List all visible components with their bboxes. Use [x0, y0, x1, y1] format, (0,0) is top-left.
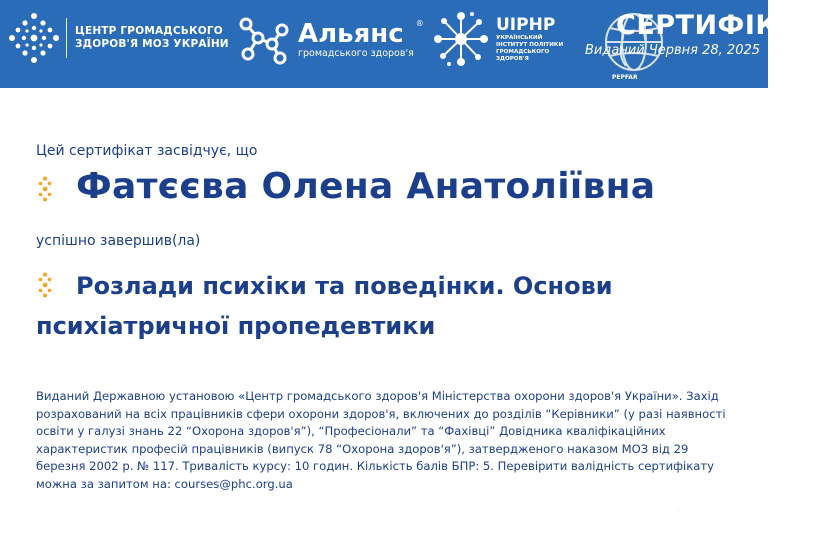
completed-text: успішно завершив(ла) [36, 233, 201, 249]
uiphp-logo [432, 10, 574, 68]
alliance-logo-name: Альянс [298, 19, 404, 49]
recipient-name: Фатєєва Олена Анатоліївна [76, 166, 656, 207]
uiphp-logo-tagline: УКРАЇНСЬКИЙ ІНСТИТУТ ПОЛІТИКИ ГРОМАДСЬКОГО ЗДОРОВ'Я [496, 34, 564, 62]
phc-dots-icon [8, 12, 60, 64]
uiphp-logo-text [496, 16, 574, 63]
registered-mark-icon: ® [415, 19, 424, 28]
certificate-title: СЕРТИФІКАТ [616, 10, 818, 41]
uiphp-network-icon [432, 10, 490, 68]
issued-date: Виданий Червня 28, 2025 [585, 43, 761, 58]
certificate-details: Виданий Державною установою «Центр громадського здоров'я Міністерства охорони здоров'я України». Захід розрахований на всіх працівників сфери охорони здоров'я, включених до розділів “Керівники” (у разі наявності освіти у галузі знань 22 “Охорона здоров'я”), “Професіонали” та “Фахівці” Довідника кваліфікаційних характеристик професій працівників (випуск 78 “Охорона здоров'я”), затвердженого наказом МОЗ від 29 березня 2002 р. № 117. Тривалість курсу: 10 годин. Кількість балів БПР: 5. Перевірити валідність сертифікату можна за запитом на: courses@phc.org.ua [36, 389, 726, 491]
uiphp-logo-name: UIPHP [496, 14, 556, 35]
certificate-intro: Цей сертифікат засвідчує, що [36, 143, 258, 159]
alliance-logo [236, 14, 424, 66]
phc-logo-text [75, 25, 229, 51]
pepfar-logo-label: PEPFAR [612, 74, 638, 81]
alliance-logo-text [298, 19, 424, 59]
phc-logo-line-1: ЦЕНТР ГРОМАДСЬКОГО [75, 25, 223, 37]
alliance-molecule-icon [236, 14, 292, 66]
orange-dots-bullet-icon [38, 176, 52, 202]
footnote-mark: . [677, 506, 679, 513]
certificate-header [0, 0, 818, 88]
logo-divider [66, 18, 67, 58]
phc-logo-line-2: ЗДОРОВ'Я МОЗ УКРАЇНИ [75, 38, 229, 50]
phc-logo [8, 12, 229, 64]
course-title: Розлади психіки та поведінки. Основи психіатричної пропедевтики [36, 272, 613, 340]
alliance-logo-tagline: громадського здоров'я [298, 48, 414, 59]
